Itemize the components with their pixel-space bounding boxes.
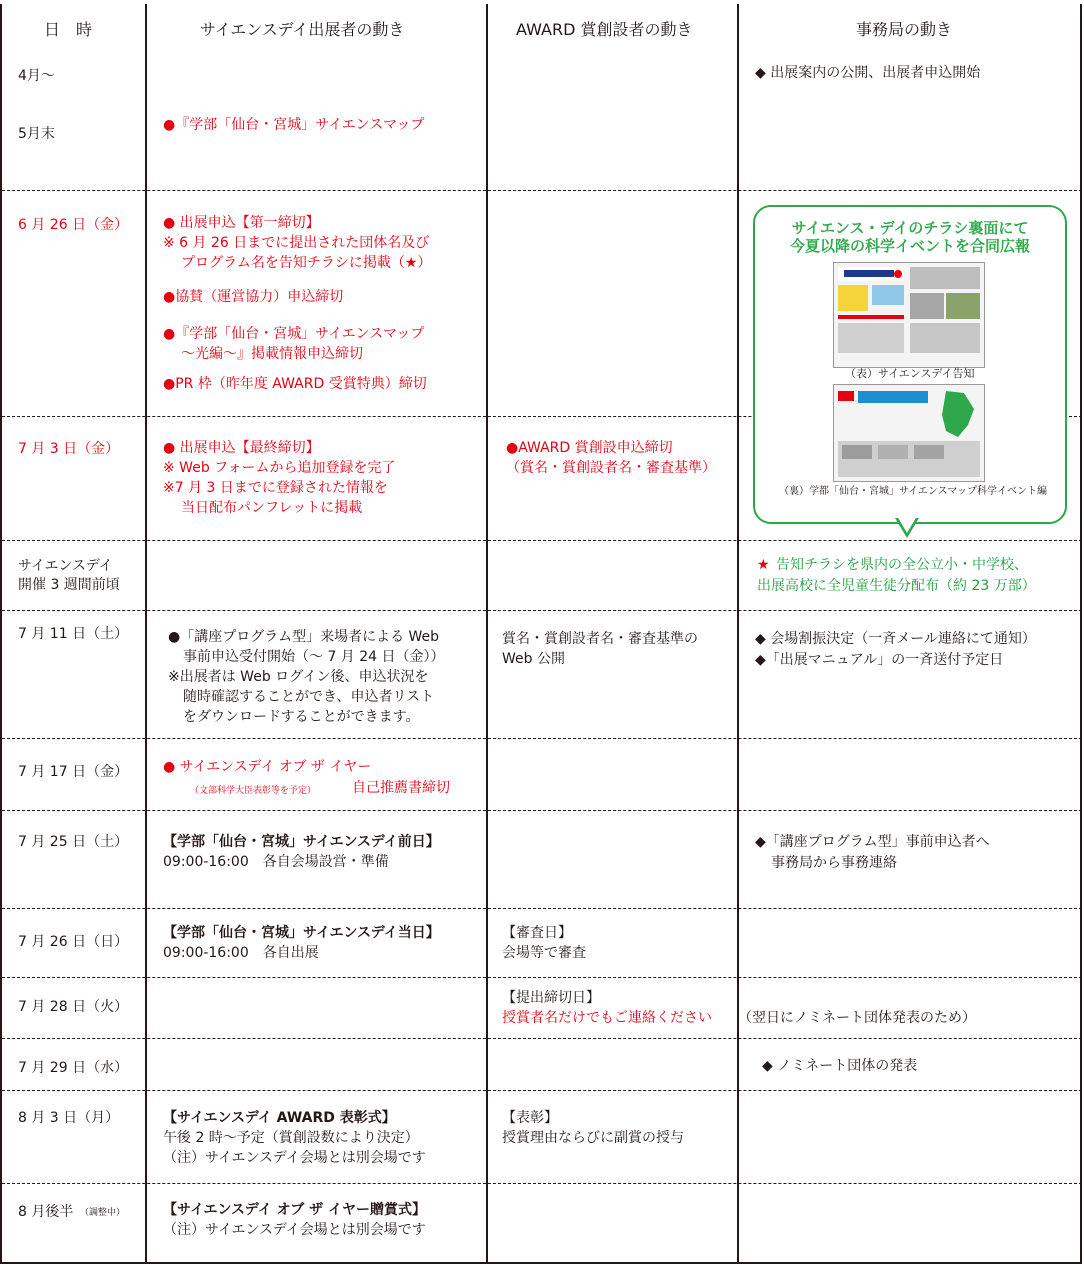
exhibitor-item: 〜光編〜』掲載情報申込締切 (181, 346, 363, 362)
exhibitor-item: 当日配布パンフレットに掲載 (181, 500, 363, 516)
exhibitor-item: 09:00-16:00 各自出展 (163, 945, 319, 961)
exhibitor-item: ●「講座プログラム型」来場者による Web (168, 629, 440, 645)
award-item: ●AWARD 賞創設申込締切 (506, 440, 673, 456)
row-divider (2, 1038, 1082, 1039)
row-date: 5月末 (18, 126, 55, 142)
callout-title: 今夏以降の科学イベントを合同広報 (789, 237, 1030, 255)
column-divider (486, 4, 488, 1264)
row-divider (2, 908, 1082, 909)
row-date: 4月〜 (18, 68, 55, 84)
award-item-highlight: 授賞者名だけでもご連絡ください (502, 1010, 712, 1026)
row-date-note: （調整中） (80, 1208, 126, 1218)
star-icon: ★ (757, 557, 770, 573)
exhibitor-item: プログラム名を告知チラシに掲載（★） (181, 255, 432, 271)
row-date: 7 月 17 日（金） (18, 764, 129, 780)
row-divider (2, 540, 1082, 541)
exhibitor-item: 事前申込受付開始（〜 7 月 24 日（金）） (183, 649, 445, 665)
exhibitor-item: 随時確認することができ、申込者リスト (183, 689, 435, 705)
exhibitor-item: （注）サイエンスデイ会場とは別会場です (163, 1150, 426, 1166)
office-item: ◆ 会場割振決定（一斉メール連絡にて通知） (755, 631, 1036, 647)
row-date: 7 月 11 日（土） (18, 626, 129, 642)
row-divider (2, 810, 1082, 811)
office-item: 出展高校に全児童生徒分配布（約 23 万部） (757, 578, 1036, 594)
exhibitor-item: 自己推薦書締切 (352, 780, 450, 796)
exhibitor-item: 【学部「仙台・宮城」サイエンスデイ前日】 (163, 834, 440, 850)
row-date: 7 月 29 日（水） (18, 1060, 129, 1076)
row-divider (2, 1090, 1082, 1091)
exhibitor-item: ●PR 枠（昨年度 AWARD 受賞特典）締切 (163, 376, 427, 392)
flyer-back-caption: （裏）学都「仙台・宮城」サイエンスマップ科学イベント編 (779, 486, 1047, 497)
office-item: 告知チラシを県内の全公立小・中学校、 (776, 557, 1028, 573)
award-item: 【表彰】 (502, 1110, 558, 1126)
flyer-front-image (833, 262, 985, 368)
row-date: 7 月 3 日（金） (18, 441, 120, 457)
row-date: 7 月 26 日（日） (18, 934, 129, 950)
column-divider (737, 4, 739, 1264)
exhibitor-item: 【学部「仙台・宮城」サイエンスデイ当日】 (163, 925, 440, 941)
flyer-front-caption: （表）サイエンスデイ告知 (845, 367, 975, 380)
exhibitor-item: ● サイエンスデイ オブ ザ イヤー (163, 759, 372, 775)
column-divider (145, 4, 147, 1264)
exhibitor-item: 【サイエンスデイ AWARD 表彰式】 (163, 1110, 396, 1126)
flyer-callout (753, 205, 1067, 524)
row-divider (2, 190, 1082, 191)
award-item: 【審査日】 (502, 925, 572, 941)
row-date: 8 月 3 日（月） (18, 1110, 120, 1126)
callout-title: サイエンス・デイのチラシ裏面にて (791, 219, 1029, 237)
exhibitor-item: ● 出展申込【第一締切】 (163, 215, 320, 231)
callout-tail-inner (897, 516, 917, 533)
row-divider (2, 610, 1082, 611)
header-date: 日 時 (44, 20, 93, 39)
row-date: サイエンスデイ (18, 558, 113, 574)
exhibitor-item: ※ 6 月 26 日までに提出された団体名及び (163, 235, 430, 251)
flyer-back-image (833, 384, 985, 482)
table-border-bottom (2, 1262, 1082, 1264)
office-item: ◆「講座プログラム型」事前申込者へ (755, 834, 990, 850)
exhibitor-item: ※出展者は Web ログイン後、申込状況を (168, 669, 429, 685)
row-date: 6 月 26 日（金） (18, 217, 129, 233)
exhibitor-item: ●『学部「仙台・宮城」サイエンスマップ (163, 117, 425, 133)
header-exhibitor: サイエンスデイ出展者の動き (200, 20, 405, 39)
header-award: AWARD 賞創設者の動き (516, 20, 693, 39)
exhibitor-item: 09:00-16:00 各自会場設営・準備 (163, 854, 389, 870)
office-item: 事務局から事務連絡 (771, 855, 897, 871)
office-item: ◆ ノミネート団体の発表 (762, 1058, 918, 1074)
exhibitor-item: ● 出展申込【最終締切】 (163, 440, 320, 456)
office-item: ◆「出展マニュアル」の一斉送付予定日 (755, 652, 1004, 668)
row-date: 開催 3 週間前頃 (18, 577, 120, 593)
exhibitor-item: ※7 月 3 日までに登録された情報を (163, 480, 388, 496)
award-item: 会場等で審査 (502, 945, 586, 961)
award-item: 賞名・賞創設者名・審査基準の (502, 631, 698, 647)
table-border-left (0, 4, 2, 1264)
award-item: 【提出締切日】 (502, 990, 600, 1006)
exhibitor-item: をダウンロードすることができます。 (183, 709, 420, 725)
exhibitor-note: （文部科学大臣表彰等を予定） (190, 786, 317, 796)
award-item: Web 公開 (502, 651, 565, 667)
exhibitor-item: （注）サイエンスデイ会場とは別会場です (163, 1222, 426, 1238)
exhibitor-item: 【サイエンスデイ オブ ザ イヤー贈賞式】 (163, 1202, 426, 1218)
row-divider (2, 1183, 1082, 1184)
award-item: 授賞理由ならびに副賞の授与 (502, 1130, 684, 1146)
exhibitor-item: ●協賛（運営協力）申込締切 (163, 289, 344, 305)
exhibitor-item: ●『学部「仙台・宮城」サイエンスマップ (163, 326, 425, 342)
row-date: 7 月 25 日（土） (18, 834, 129, 850)
exhibitor-item: 午後 2 時〜予定（賞創設数により決定） (163, 1130, 419, 1146)
office-item: ◆ 出展案内の公開、出展者申込開始 (755, 65, 981, 81)
exhibitor-item: ※ Web フォームから追加登録を完了 (163, 460, 396, 476)
header-office: 事務局の動き (856, 20, 953, 39)
row-date: 8 月後半 (18, 1204, 74, 1220)
award-item: （賞名・賞創設者名・審査基準） (506, 460, 716, 476)
row-date: 7 月 28 日（火） (18, 999, 129, 1015)
row-divider (2, 738, 1082, 739)
row-divider (2, 977, 1082, 978)
award-item-note: （翌日にノミネート団体発表のため） (738, 1010, 976, 1026)
table-border-right (1080, 4, 1082, 1264)
